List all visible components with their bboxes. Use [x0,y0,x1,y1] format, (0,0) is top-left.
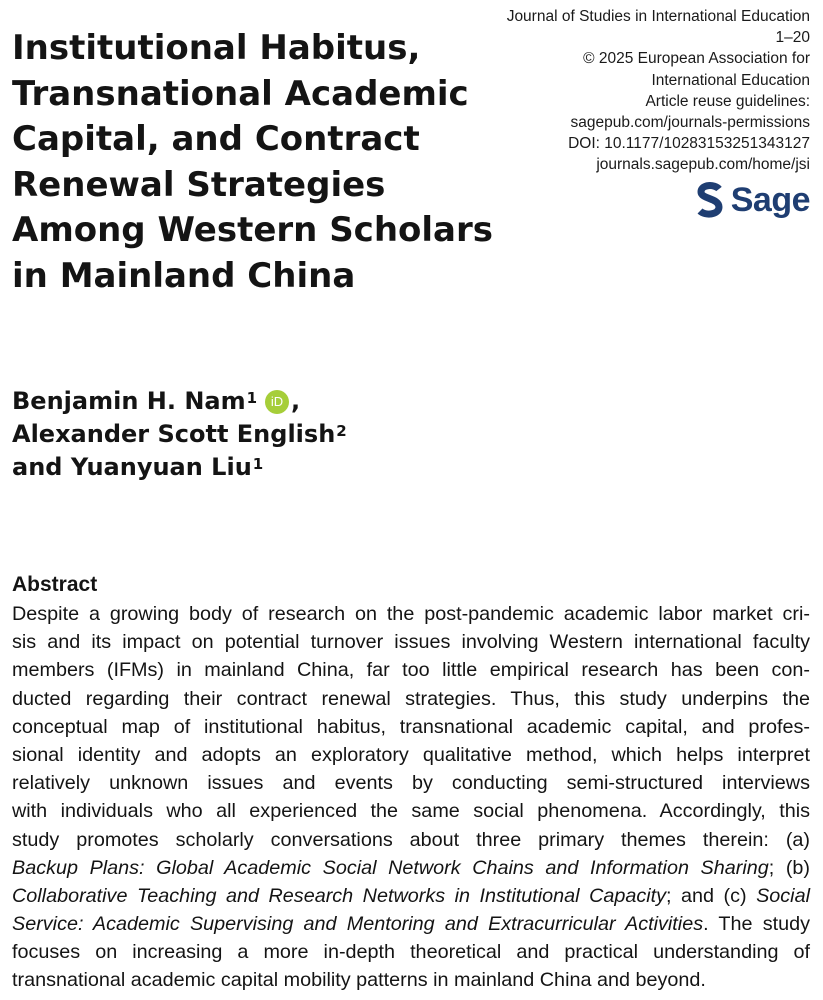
abstract-line: Despite a growing body of research on the post-pandemic academic labor market cri- [12,603,810,625]
copyright-line-1: © 2025 European Association for [583,50,810,68]
abstract-fragment: . The study [703,913,810,936]
title-line: Renewal Strategies [12,164,386,205]
author-line-3: and Yuanyuan Liu $^1$ [12,451,347,484]
abstract-line [12,854,810,882]
author-line-2: Alexander Scott English $^2$ [12,418,347,451]
abstract-line: study promotes scholarly conversations about three primary themes therein: (a) [12,828,810,851]
theme-a: Backup Plans: Global Academic Social Network Chains and Information Sharing [12,856,769,879]
author-list [12,385,347,484]
abstract-line: sis and its impact on potential turnover issues involving Western international faculty [12,631,810,654]
page-range: 1–20 [775,29,810,47]
abstract-line: ducted regarding their contract renewal strategies. Thus, this study underpins the [12,687,810,710]
orcid-icon[interactable]: iD [265,390,289,414]
title-line: Institutional Habitus, [12,28,421,68]
title-line: Among Western Scholars [12,210,493,250]
theme-c-start: Social [756,884,810,907]
journal-homepage-link[interactable]: journals.sagepub.com/home/jsi [596,156,810,174]
doi[interactable]: DOI: 10.1177/10283153251343127 [568,135,810,153]
copyright-line-2: International Education [651,71,810,89]
journal-name: Journal of Studies in International Education [506,8,810,25]
abstract-line: focuses on increasing a more in-depth theoretical and practical understanding of [12,941,810,964]
title-line: in Mainland China [12,255,356,296]
abstract-line: transnational academic capital mobility patterns in mainland China and beyond. [12,969,706,992]
abstract-fragment: ; (b) [768,856,810,879]
title-line: Transnational Academic [12,73,469,114]
author-name: Alexander Scott English [12,420,336,448]
article-title [12,26,552,299]
abstract-heading: Abstract [12,573,98,596]
sage-wordmark: Sage [730,181,810,219]
reuse-guidelines-label: Article reuse guidelines: [645,92,810,110]
theme-c: Service: Academic Supervising and Mentoring and Extracurricular Activities [12,913,704,936]
abstract-line: relatively unknown issues and events by conducting semi-structured interviews [12,772,810,795]
author-name: and Yuanyuan Liu [12,453,252,481]
reuse-guidelines-link[interactable]: sagepub.com/journals-permissions [570,114,810,132]
abstract-body [12,600,810,995]
abstract-line [12,882,810,910]
abstract-line: with individuals who all experienced the same social phenomena. Accordingly, this [12,800,810,823]
abstract-line: sional identity and adopts an exploratory qualitative method, which helps interpret [12,743,810,766]
abstract-line [12,910,810,938]
abstract-fragment: ; and (c) [666,884,757,907]
abstract-line: members (IFMs) in mainland China, far too little empirical research has been con- [12,659,810,682]
abstract-line: conceptual map of institutional habitus, transnational academic capital, and profes- [12,715,810,738]
author-line-1: Benjamin H. Nam $^1$ iD , [12,385,347,418]
title-line: Capital, and Contract [12,119,420,159]
theme-b: Collaborative Teaching and Research Networks in Institutional Capacity [12,884,667,907]
author-separator: , [291,387,301,415]
sage-logo [695,180,810,220]
author-name: Benjamin H. Nam [12,387,246,415]
sage-s-icon [695,181,725,219]
